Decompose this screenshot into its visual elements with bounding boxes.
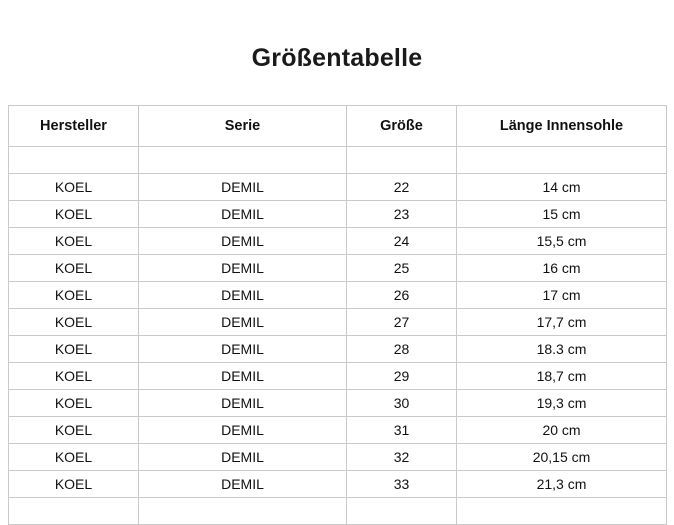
- table-row: [9, 417, 667, 444]
- cell-laenge: 18.3 cm: [457, 336, 667, 363]
- cell-laenge: 18,7 cm: [457, 363, 667, 390]
- cell-serie: DEMIL: [139, 363, 347, 390]
- table-row: [9, 390, 667, 417]
- cell-laenge: 21,3 cm: [457, 471, 667, 498]
- cell-groesse: 32: [347, 444, 457, 471]
- table-header-row: [9, 106, 667, 147]
- table-tail-row: [9, 498, 667, 525]
- cell-groesse: 31: [347, 417, 457, 444]
- cell-groesse: 30: [347, 390, 457, 417]
- column-header-hersteller: Hersteller: [9, 106, 139, 147]
- cell-groesse: 28: [347, 336, 457, 363]
- cell-serie: DEMIL: [139, 417, 347, 444]
- spacer-cell: [347, 498, 457, 525]
- cell-hersteller: KOEL: [9, 282, 139, 309]
- cell-hersteller: KOEL: [9, 228, 139, 255]
- spacer-cell: [347, 147, 457, 174]
- cell-hersteller: KOEL: [9, 201, 139, 228]
- cell-serie: DEMIL: [139, 282, 347, 309]
- cell-laenge: 20 cm: [457, 417, 667, 444]
- page-title: Größentabelle: [251, 44, 423, 72]
- table-row: [9, 336, 667, 363]
- column-header-serie: Serie: [139, 106, 347, 147]
- cell-serie: DEMIL: [139, 471, 347, 498]
- spacer-cell: [457, 147, 667, 174]
- table-row: [9, 201, 667, 228]
- cell-groesse: 33: [347, 471, 457, 498]
- cell-laenge: 15 cm: [457, 201, 667, 228]
- cell-hersteller: KOEL: [9, 174, 139, 201]
- table-row: [9, 363, 667, 390]
- table-spacer-row: [9, 147, 667, 174]
- cell-groesse: 24: [347, 228, 457, 255]
- cell-laenge: 16 cm: [457, 255, 667, 282]
- table-row: [9, 309, 667, 336]
- cell-hersteller: KOEL: [9, 363, 139, 390]
- cell-laenge: 17,7 cm: [457, 309, 667, 336]
- cell-hersteller: KOEL: [9, 336, 139, 363]
- size-table-container: [8, 105, 666, 525]
- spacer-cell: [139, 147, 347, 174]
- spacer-cell: [139, 498, 347, 525]
- cell-hersteller: KOEL: [9, 417, 139, 444]
- cell-laenge: 20,15 cm: [457, 444, 667, 471]
- spacer-cell: [9, 498, 139, 525]
- spacer-cell: [9, 147, 139, 174]
- table-row: [9, 444, 667, 471]
- cell-serie: DEMIL: [139, 255, 347, 282]
- cell-hersteller: KOEL: [9, 390, 139, 417]
- cell-serie: DEMIL: [139, 336, 347, 363]
- cell-serie: DEMIL: [139, 309, 347, 336]
- cell-groesse: 25: [347, 255, 457, 282]
- column-header-groesse: Größe: [347, 106, 457, 147]
- cell-serie: DEMIL: [139, 174, 347, 201]
- column-header-laenge-innensohle: Länge Innensohle: [457, 106, 667, 147]
- cell-laenge: 19,3 cm: [457, 390, 667, 417]
- cell-hersteller: KOEL: [9, 444, 139, 471]
- cell-laenge: 15,5 cm: [457, 228, 667, 255]
- table-row: [9, 228, 667, 255]
- table-row: [9, 282, 667, 309]
- cell-hersteller: KOEL: [9, 309, 139, 336]
- cell-hersteller: KOEL: [9, 255, 139, 282]
- table-row: [9, 471, 667, 498]
- cell-groesse: 22: [347, 174, 457, 201]
- cell-serie: DEMIL: [139, 390, 347, 417]
- table-row: [9, 255, 667, 282]
- cell-serie: DEMIL: [139, 228, 347, 255]
- cell-serie: DEMIL: [139, 201, 347, 228]
- table-row: [9, 174, 667, 201]
- cell-groesse: 29: [347, 363, 457, 390]
- cell-laenge: 14 cm: [457, 174, 667, 201]
- cell-groesse: 27: [347, 309, 457, 336]
- cell-laenge: 17 cm: [457, 282, 667, 309]
- spacer-cell: [457, 498, 667, 525]
- cell-hersteller: KOEL: [9, 471, 139, 498]
- cell-groesse: 23: [347, 201, 457, 228]
- cell-groesse: 26: [347, 282, 457, 309]
- cell-serie: DEMIL: [139, 444, 347, 471]
- size-table: [8, 105, 667, 525]
